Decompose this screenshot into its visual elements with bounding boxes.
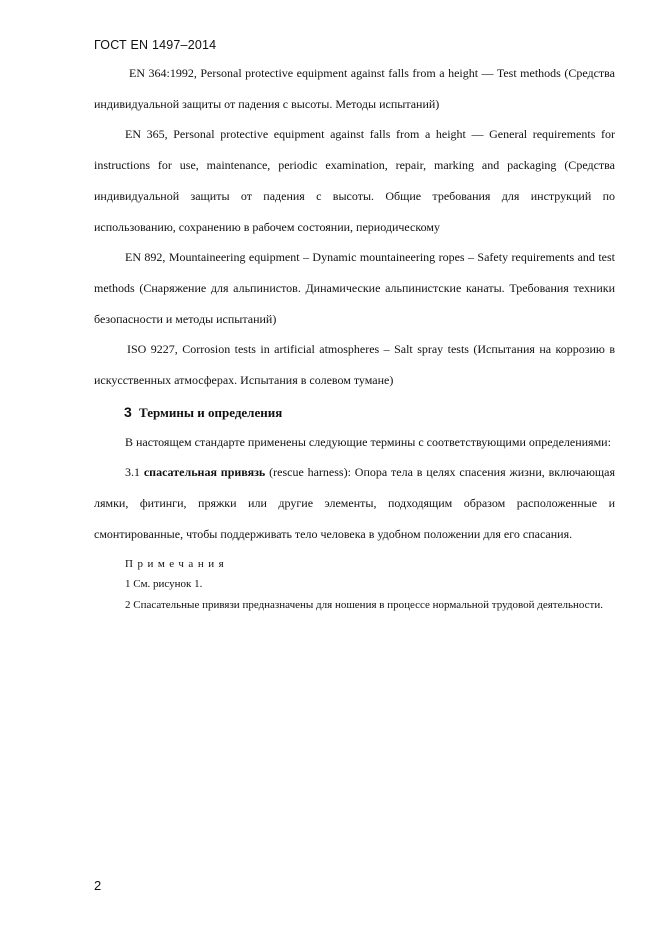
reference-en892: EN 892, Mountaineering equipment – Dynamic mountaineering ropes – Safety requirements and test methods (Снаряжение для альпинистов. Динамические альпинистские канаты. Требования техники безопасности и методы испытаний) xyxy=(94,250,615,326)
reference-en365: EN 365, Personal protective equipment against falls from a height — General requirements for instructions for use, maintenance, periodic examination, repair, marking and packaging (Средства индивидуальной защиты от падения с высоты. Общие требования для инструкций по использованию, сохранению в рабочем состоянии, периодическому xyxy=(94,127,615,234)
standard-header: ГОСТ EN 1497–2014 xyxy=(94,38,217,52)
notes-block xyxy=(94,554,615,616)
notes-title: Примечания xyxy=(125,557,229,570)
section-heading xyxy=(94,398,615,427)
definition-text: (rescue harness): Опора тела в целях спасения жизни, включающая лямки, фитинги, пряжки или другие элементы, подходящим образом расположенные и смонтированные, чтобы поддерживать тело человека в удобном положении для его спасания. xyxy=(94,465,615,541)
page-number: 2 xyxy=(94,878,102,893)
reference-en364: EN 364:1992, Personal protective equipment against falls from a height — Test methods (Средства индивидуальной защиты от падения с высоты. Методы испытаний) xyxy=(94,66,615,111)
reference-iso9227: ISO 9227, Corrosion tests in artificial atmospheres – Salt spray tests (Испытания на коррозию в искусственных атмосферах. Испытания в солевом тумане) xyxy=(94,342,615,388)
section-intro: В настоящем стандарте применены следующие термины с соответствующими определениями: xyxy=(125,434,611,449)
definition-paragraph xyxy=(94,457,615,549)
definition-number: 3.1 xyxy=(125,465,140,480)
document-body xyxy=(94,58,615,615)
section-title: Термины и определения xyxy=(139,404,283,420)
note-item: 2 Спасательные привязи предназначены для ношения в процессе нормальной трудовой деятельности. xyxy=(125,598,603,611)
section-number: 3 xyxy=(124,403,132,420)
note-item: 1 См. рисунок 1. xyxy=(125,578,203,591)
definition-term: спасательная привязь xyxy=(143,465,266,480)
